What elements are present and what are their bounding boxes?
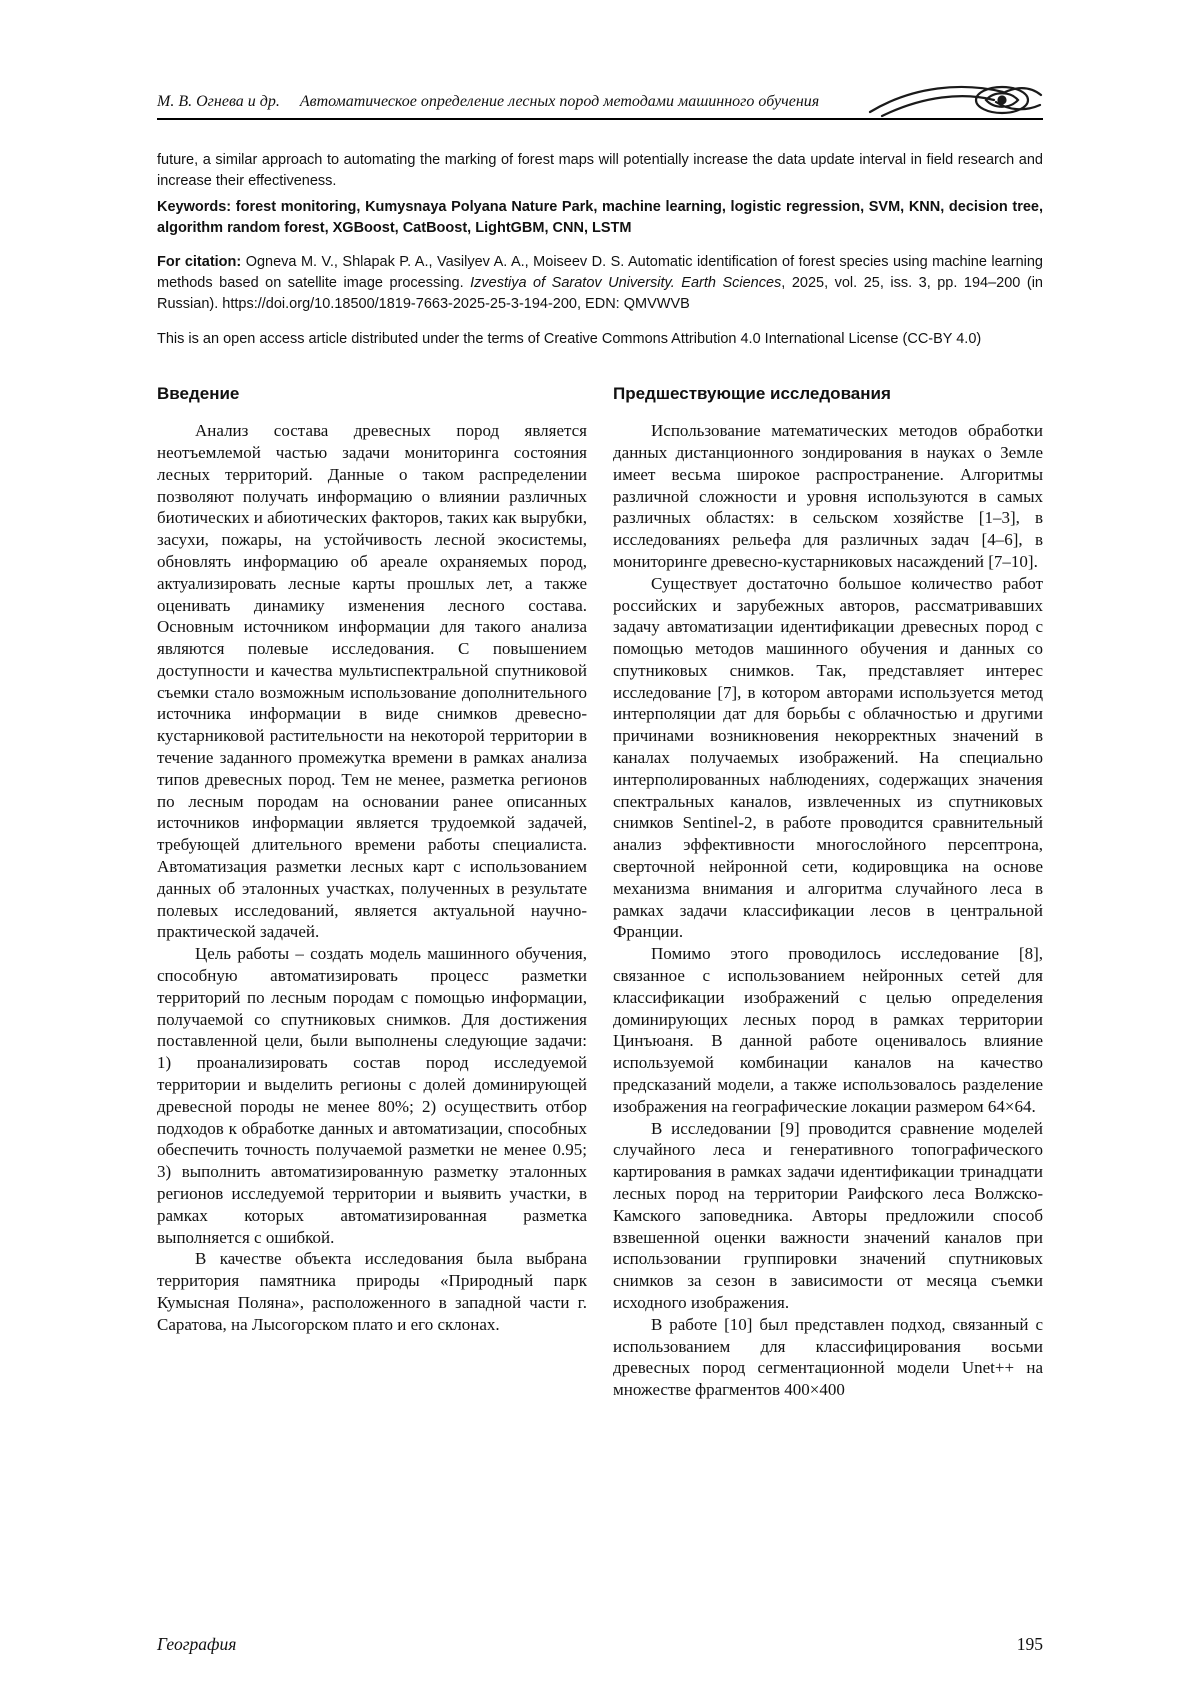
abstract-text: future, a similar approach to automating the marking of forest maps will potentially increase the data update interval in field research and increase their effectiveness. (157, 152, 1043, 190)
running-header-title: Автоматическое определение лесных пород методами машинного обучения (299, 93, 820, 110)
front-matter (157, 150, 1043, 350)
header-ornament-icon (868, 78, 1043, 124)
citation-details: , 2025, vol. 25, iss. 3, pp. 194–200 (in Russian). (157, 275, 1043, 313)
running-header-authors: М. В. Огнева и др. (157, 93, 280, 110)
running-header (157, 78, 1043, 120)
body-columns (157, 384, 1043, 1616)
citation-label: For citation: (157, 254, 242, 271)
footer-section-label: География (157, 1634, 237, 1654)
paragraph: В качестве объекта исследования была выбрана территория памятника природы «Природный парк Кумысная Поляна», расположенного в западной части г. Саратова, на Лысогорском плато и его склонах. (157, 1249, 587, 1334)
license-note: This is an open access article distributed under the terms of Creative Commons Attribution 4.0 International License (CC-BY 4.0) (157, 331, 982, 348)
keywords (157, 197, 1043, 239)
keywords-label: Keywords: (157, 199, 232, 216)
section-heading-introduction: Введение (157, 384, 240, 404)
page-number: 195 (1016, 1634, 1043, 1654)
column-right (613, 384, 1043, 1616)
paragraph: Существует достаточно большое количество работ российских и зарубежных авторов, рассматривавших задачу автоматизации идентификации древесных пород с помощью методов машинного обучения и данных со спутниковых снимков. Так, представляет интерес исследование [7], в котором авторами используется метод интерполяции дат для борьбы с облачностью и другими причинами возникновения некорректных значений в каналах получаемых изображений. На специально интерполированных наблюдениях, содержащих значения спектральных каналов, извлеченных из спутниковых снимков Sentinel-2, в работе проводится сравнительный анализ эффективности многослойного персептрона, сверточной нейронной сети, кодировщика на основе механизма внимания и алгоритма случайного леса в рамках задачи классификации лесов в центральной Франции. (613, 573, 1043, 942)
keywords-text: forest monitoring, Kumysnaya Polyana Nature Park, machine learning, logistic regression, SVM, KNN, decision tree, algorithm random forest, XGBoost, CatBoost, LightGBM, CNN, LSTM (157, 199, 1044, 237)
column-left (157, 384, 587, 1616)
paragraph: Помимо этого проводилось исследование [8], связанное с использованием нейронных сетей для классификации изображений с целью определения доминирующих лесных пород в рамках территории Цинъюаня. В данной работе оценивалось влияние используемой комбинации каналов на качество предсказаний модели, а также использовалось разделение изображения на географические локации размером 64×64. (613, 944, 1043, 1116)
citation-authors-text: Ogneva M. V., Shlapak P. A., Vasilyev A. A., Moiseev D. S. Automatic identification of forest species using machine learning methods based on satellite image processing. (157, 254, 1043, 292)
running-header-text (157, 93, 819, 118)
doi-link[interactable]: https://doi.org/10.18500/1819-7663-2025-25-3-194-200 (222, 296, 577, 313)
page-footer (157, 1616, 1043, 1655)
paragraph: В исследовании [9] проводится сравнение моделей случайного леса и генеративного топографического картирования в рамках задачи идентификации тринадцати лесных пород на территории Раифского леса Волжско-Камского заповедника. Авторы предложили способ взвешенной оценки важности значений каналов при использовании группировки значений спутниковых снимков за сезон в зависимости от месяца съемки исходного изображения. (613, 1118, 1043, 1312)
citation-edn: , EDN: QMVWVB (577, 296, 690, 313)
paragraph: Использование математических методов обработки данных дистанционного зондирования в науках о Земле имеет весьма широкое распространение. Алгоритмы различной сложности и уровня используются в самых различных областях: в сельском хозяйстве [1–3], в исследованиях рельефа для различных задач [4–6], в мониторинге древесно-кустарниковых насаждений [7–10]. (613, 421, 1043, 571)
paragraph: В работе [10] был представлен подход, связанный с использованием для классифицирования восьми древесных пород сегментационной модели Unet++ на множестве фрагментов 400×400 (613, 1314, 1043, 1400)
citation-journal-title: Izvestiya of Saratov University. Earth Sciences (470, 275, 782, 292)
paragraph: Цель работы – создать модель машинного обучения, способную автоматизировать процесс разметки территорий по лесным породам с помощью информации, получаемой со спутниковых снимков. Для достижения поставленной цели, были выполнены следующие задачи: 1) проанализировать состав пород исследуемой территории и выделить регионы с долей доминирующей древесной породы не менее 80%; 2) осуществить отбор подходов к обработке данных и автоматизации, способных обеспечить точность получаемой разметки не менее 0.95; 3) выполнить автоматизированную разметку эталонных регионов исследуемой территории и выявить участки, в рамках которых автоматизированная разметка выполняется с ошибкой. (157, 944, 587, 1247)
citation (157, 252, 1043, 315)
section-heading-previous-research: Предшествующие исследования (613, 384, 891, 404)
paragraph: Анализ состава древесных пород является неотъемлемой частью задачи мониторинга состояния лесных территорий. Данные о таком распределении позволяют получать информацию о влиянии различных биотических и абиотических факторов, таких как вырубки, засухи, пожары, на устойчивость лесной экосистемы, обновлять информацию об ареале охраняемых пород, актуализировать лесные карты прошлых лет, а также оценивать динамику изменения лесного состава. Основным источником информации для такого анализа являются полевые исследования. С повышением доступности и качества мультиспектральной спутниковой съемки стало возможным использование дополнительного источника информации в виде снимков древесно-кустарниковой растительности на некоторой территории в течение заданного промежутка времени в рамках анализа типов древесных пород. Тем не менее, разметка регионов по лесным породам на основании ранее описанных источников информации является трудоемкой задачей, требующей длительного времени работы специалиста. Автоматизация разметки лесных карт с использованием данных об эталонных участках, полученных в результате полевых исследований, является актуальной научно-практической задачей. (157, 421, 587, 942)
